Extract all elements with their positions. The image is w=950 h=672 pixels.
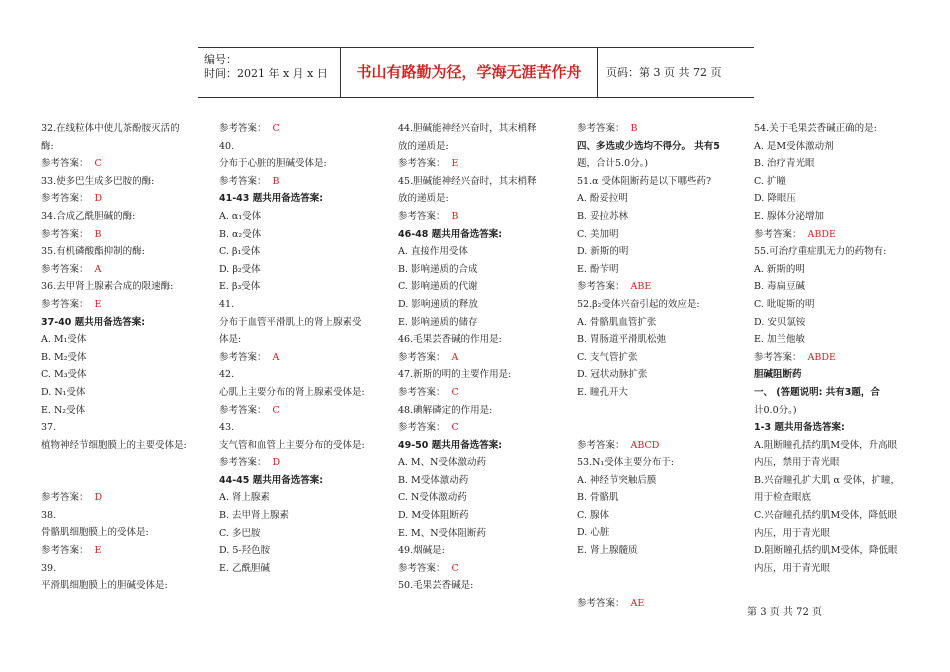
answer-line [219,454,365,472]
answer-line [577,278,720,296]
text-line [41,577,187,595]
line-text: 39. [41,562,57,574]
line-text: 参考答案： [219,404,267,416]
text-line [219,366,365,384]
line-text: 46.毛果芸香碱的作用是: [398,334,502,346]
text-line [219,489,365,507]
section-heading [219,472,365,490]
text-line [754,560,900,578]
text-line [754,138,900,156]
text-line [41,507,187,525]
section-heading [219,190,365,208]
text-line [577,314,720,332]
line-text: 48.碘解磷定的作用是: [398,404,493,416]
line-text: A.阻断瞳孔括约肌M受体，升高眼 [754,439,898,451]
line-text: 参考答案： [219,351,267,363]
line-text: 37. [41,422,57,434]
text-line [41,402,187,420]
text-line [577,349,720,367]
line-text: 参考答案： [577,123,625,134]
text-line [398,243,537,261]
page-footer: 第 3 页 共 72 页 [747,607,822,618]
column-3 [398,120,537,595]
line-text: B. 胃肠道平滑肌松弛 [577,334,667,346]
text-line [398,472,537,490]
text-line [754,437,900,455]
line-text: E. 腺体分泌增加 [754,210,824,222]
answer-line [219,173,365,191]
text-line [398,507,537,525]
text-line [754,314,900,332]
text-line [398,173,537,191]
line-text: 参考答案： [41,193,89,205]
text-line [219,261,365,279]
text-line [398,120,537,138]
text-line [577,366,720,384]
line-text: A. M、N受体激动药 [398,457,486,469]
text-line [219,138,365,156]
text-line [754,190,900,208]
text-line [754,173,900,191]
answer-line [219,120,365,138]
line-text: 49-50 题共用备选答案: [398,439,502,451]
text-line [754,542,900,560]
line-text: E. 加兰他敏 [754,334,805,346]
spacer [577,402,720,437]
line-text: 参考答案： [754,228,802,240]
text-line [219,507,365,525]
answer-value: B [451,210,459,222]
line-text: D. 影响递质的释放 [398,298,478,310]
line-text: 放的递质是: [398,193,449,205]
line-text: D. 安贝氯铵 [754,316,806,328]
text-line [41,419,187,437]
text-line [41,524,187,542]
line-text: 平滑肌细胞膜上的胆碱受体是: [41,580,168,592]
text-line [577,384,720,402]
line-text: 参考答案： [398,210,446,222]
text-line [577,173,720,191]
line-text: D. 5-羟色胺 [219,545,271,557]
answer-line [398,419,537,437]
answer-line [219,402,365,420]
answer-line [41,226,187,244]
column-1 [41,120,187,595]
line-text: A. 直接作用受体 [398,246,468,258]
line-text: 参考答案： [41,545,89,557]
line-text: 内压，禁用于青光眼 [754,457,840,469]
line-text: 41-43 题共用备选答案: [219,193,323,205]
line-text: E. N₂受体 [41,404,86,416]
answer-line [577,437,720,455]
text-line [577,454,720,472]
line-text: 33.使多巴生成多巴胺的酶: [41,175,155,187]
answer-value: A [94,263,102,275]
text-line [754,331,900,349]
line-text: 骨骼肌细胞膜上的受体是: [41,527,149,539]
answer-value: D [94,193,103,205]
header-motto: 书山有路勤为径，学海无涯苦作舟 [341,48,598,97]
line-text: D. 新斯的明 [577,246,629,258]
line-text: 37-40 题共用备选答案: [41,316,145,328]
answer-value: C [94,158,102,170]
line-text: A. 神经节突触后膜 [577,474,657,486]
text-line [398,190,537,208]
line-text: D. M受体阻断药 [398,510,469,522]
text-line [219,525,365,543]
line-text: 44-45 题共用备选答案: [219,474,323,486]
section-heading [754,366,900,384]
line-text: E. β₃受体 [219,281,261,293]
answer-line [577,595,720,613]
time-label: 时间：2021 年 x 月 x 日 [204,67,328,80]
line-text: 参考答案： [41,263,89,275]
line-text: C. M₃受体 [41,369,87,381]
line-text: 43. [219,422,235,434]
line-text: 心肌上主要分布的肾上腺素受体是: [219,386,365,398]
line-text: 支气管和血管上主要分布的受体是: [219,439,365,451]
answer-value: ABE [630,281,652,293]
line-text: 47.新斯的明的主要作用是: [398,369,512,381]
line-text: A. 骨骼肌血管扩张 [577,316,657,328]
answer-value: ABDE [807,228,836,240]
text-line [41,349,187,367]
line-text: 参考答案： [219,457,267,469]
line-text: B. 毒扁豆碱 [754,281,806,293]
line-text: D.阻断瞳孔括约肌M受体，降低眼 [754,545,898,557]
answer-value: C [272,404,280,416]
line-text: C. N受体激动药 [398,492,467,504]
section-heading [577,138,720,156]
answer-value: B [272,175,280,187]
line-text: 35.有机磷酸酯抑制的酶: [41,246,145,258]
text-line [754,525,900,543]
answer-value: AE [630,597,645,609]
text-line [219,560,365,578]
line-text: 分布于心脏的胆碱受体是: [219,158,327,170]
text-line [219,155,365,173]
line-text: 46-48 题共用备选答案: [398,228,502,240]
answer-value: C [451,386,459,398]
answer-line [41,296,187,314]
line-text: 参考答案： [219,123,267,134]
line-text: 54.关于毛果芸香碱正确的是: [754,123,877,134]
line-text: 51.α 受体阻断药是以下哪些药? [577,175,712,187]
line-text: 1-3 题共用备选答案: [754,422,845,434]
line-text: A. 新斯的明 [754,263,805,275]
line-text: 49.烟碱是: [398,545,445,557]
line-text: E. 瞳孔开大 [577,386,628,398]
line-text: 参考答案： [577,439,625,451]
line-text: 用于检查眼底 [754,492,812,504]
text-line [219,419,365,437]
line-text: 34.合成乙酰胆碱的酶: [41,210,136,222]
text-line [41,173,187,191]
text-line [219,243,365,261]
number-label: 编号： [204,53,237,66]
answer-line [398,384,537,402]
line-text: 41. [219,298,235,310]
line-text: 分布于血管平滑肌上的肾上腺素受 [219,316,362,328]
line-text: 内压，用于青光眼 [754,527,831,539]
line-text: C. 支气管扩张 [577,351,638,363]
line-text: C.兴奋瞳孔括约肌M受体，降低眼 [754,510,898,522]
answer-line [398,349,537,367]
answer-line [577,120,720,138]
line-text: 53.N₁受体主要分布于: [577,457,674,469]
answer-value: A [451,351,459,363]
answer-line [754,226,900,244]
answer-value: C [451,422,459,434]
text-line [398,525,537,543]
text-line [41,437,187,455]
line-text: B. M₂受体 [41,351,87,363]
answer-value: D [94,492,103,504]
line-text: A. 酚妥拉明 [577,193,628,205]
text-line [219,437,365,455]
text-line [219,384,365,402]
section-heading [398,437,537,455]
line-text: 40. [219,140,235,152]
column-4 [577,120,720,612]
line-text: 参考答案： [41,228,89,240]
line-text: C. 腺体 [577,509,609,521]
answer-value: C [272,123,280,134]
line-text: C. 影响递质的代谢 [398,281,478,293]
text-line [398,296,537,314]
text-line [398,454,537,472]
line-text: 参考答案： [41,492,89,504]
text-line [754,296,900,314]
line-text: C. 多巴胺 [219,527,261,539]
text-line [219,314,365,332]
line-text: 放的递质是: [398,140,449,152]
line-text: 参考答案： [398,562,446,574]
section-heading [398,226,537,244]
text-line [398,577,537,595]
line-text: D. 冠状动脉扩张 [577,369,648,381]
line-text: 44.胆碱能神经兴奋时，其末梢释 [398,123,537,134]
line-text: B. 影响递质的合成 [398,263,478,275]
page-header [198,47,754,98]
answer-line [41,261,187,279]
line-text: B. 妥拉苏林 [577,210,629,222]
text-line [577,261,720,279]
line-text: 体是: [219,334,242,346]
text-line [41,278,187,296]
text-line [754,208,900,226]
text-line [398,261,537,279]
text-line [398,331,537,349]
text-line [754,120,900,138]
answer-value: B [630,123,638,134]
line-text: 36.去甲肾上腺素合成的限速酶: [41,281,174,293]
line-text: E. M、N受体阻断药 [398,527,487,539]
answer-value: E [94,545,102,557]
text-line [41,560,187,578]
line-text: 32.在线粒体中使儿茶酚胺灭活的 [41,123,180,134]
line-text: 38. [41,509,57,521]
answer-value: E [451,158,459,170]
text-line [577,226,720,244]
line-text: C. 美加明 [577,228,619,240]
line-text: 42. [219,369,235,381]
text-line [41,208,187,226]
line-text: B. M受体激动药 [398,474,469,486]
answer-line [398,155,537,173]
line-text: D. β₂受体 [219,263,261,275]
line-text: A. 肾上腺素 [219,492,270,504]
answer-line [41,489,187,507]
line-text: 参考答案： [754,351,802,363]
text-line [398,314,537,332]
line-text: 参考答案： [398,386,446,398]
text-line [219,208,365,226]
answer-line [219,349,365,367]
line-text: 参考答案： [398,422,446,434]
section-heading [41,314,187,332]
text-line [219,278,365,296]
answer-value: E [94,298,102,310]
text-line [398,278,537,296]
line-text: 参考答案： [41,158,89,170]
line-text: 参考答案： [398,158,446,170]
line-text: C. β₁受体 [219,246,261,258]
text-line [754,472,900,490]
line-text: 计0.0分。) [754,404,797,416]
line-text: D. 降眼压 [754,193,796,205]
line-text: E. 乙酰胆碱 [219,562,270,574]
text-line [398,542,537,560]
line-text: 52.β₂受体兴奋引起的效应是: [577,298,700,310]
text-line [398,402,537,420]
answer-line [754,349,900,367]
answer-value: B [94,228,102,240]
spacer [41,454,187,489]
answer-value: ABDE [807,351,836,363]
line-text: B. 去甲肾上腺素 [219,510,290,522]
line-text: 参考答案： [398,351,446,363]
line-text: 55.可治疗重症肌无力的药物有: [754,246,887,258]
line-text: 参考答案： [219,175,267,187]
text-line [41,331,187,349]
spacer [577,560,720,595]
line-text: 题，合计5.0分。) [577,158,649,170]
text-line [41,120,187,138]
line-text: B. 治疗青光眼 [754,158,815,170]
text-line [754,155,900,173]
text-line [754,454,900,472]
text-line [754,261,900,279]
answer-line [41,155,187,173]
line-text: 45.胆碱能神经兴奋时，其末梢释 [398,175,537,187]
text-line [577,507,720,525]
line-text: A. 是M受体激动剂 [754,140,834,152]
line-text: 胆碱阻断药 [754,369,802,381]
line-text: C. 吡啶斯的明 [754,298,815,310]
line-text: A. M₁受体 [41,334,87,346]
text-line [398,138,537,156]
line-text: B. 骨骼肌 [577,492,619,504]
line-text: B. α₂受体 [219,228,262,240]
line-text: D. 心脏 [577,527,610,539]
text-line [754,278,900,296]
text-line [41,366,187,384]
line-text: 参考答案： [41,298,89,310]
header-meta [198,48,341,97]
line-text: 酶: [41,140,54,152]
answer-line [398,208,537,226]
text-line [219,542,365,560]
answer-line [41,190,187,208]
line-text: E. 肾上腺髓质 [577,545,638,557]
text-line [41,243,187,261]
text-line [41,138,187,156]
answer-line [398,560,537,578]
answer-value: ABCD [630,439,660,451]
text-line [754,402,900,420]
answer-line [41,542,187,560]
text-line [577,524,720,542]
line-text: C. 扩瞳 [754,175,786,187]
text-line [219,226,365,244]
text-line [577,331,720,349]
line-text: B.兴奋瞳孔扩大肌 α 受体，扩瞳， [754,474,900,486]
text-line [577,190,720,208]
section-heading [754,419,900,437]
line-text: E. 影响递质的储存 [398,316,478,328]
section-heading [754,384,900,402]
text-line [577,296,720,314]
text-line [577,155,720,173]
line-text: 一、 (答题说明: 共有3题，合 [754,386,880,398]
line-text: 50.毛果芸香碱是: [398,580,474,592]
line-text: D. N₁受体 [41,386,86,398]
text-line [41,384,187,402]
text-line [398,489,537,507]
column-5 [754,120,900,577]
column-2 [219,120,365,577]
text-line [754,489,900,507]
text-line [754,507,900,525]
line-text: 四、多选或少选均不得分。 共有5 [577,140,720,152]
line-text: 参考答案： [577,597,625,609]
text-line [577,208,720,226]
text-line [398,366,537,384]
line-text: A. α₁受体 [219,210,262,222]
text-line [219,296,365,314]
text-line [577,542,720,560]
text-line [577,243,720,261]
answer-value: A [272,351,280,363]
header-page-label: 页码：第 3 页 共 72 页 [606,66,722,79]
text-line [219,331,365,349]
answer-value: D [272,457,281,469]
text-line [754,243,900,261]
text-line [577,489,720,507]
line-text: 内压，用于青光眼 [754,562,831,574]
text-line [577,472,720,490]
answer-value: C [451,562,459,574]
line-text: E. 酚苄明 [577,263,619,275]
line-text: 参考答案： [577,281,625,293]
line-text: 植物神经节细胞膜上的主要受体是: [41,439,187,451]
